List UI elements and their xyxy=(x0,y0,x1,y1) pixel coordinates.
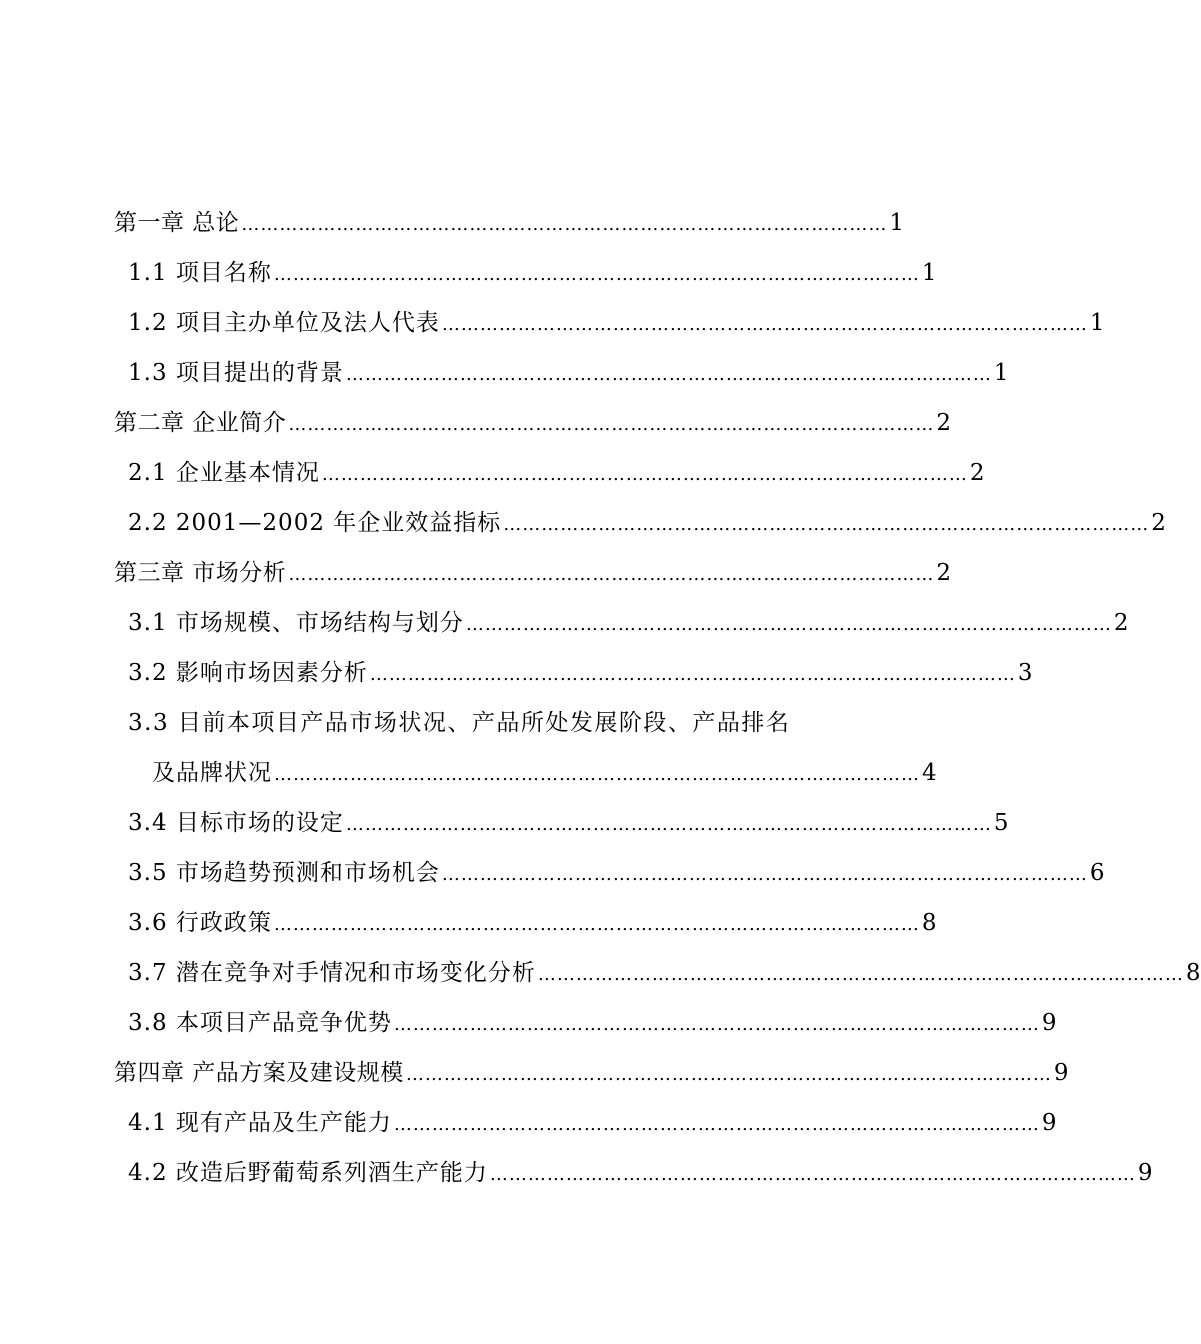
toc-leader-dots: ………………………………………………………………………………………… xyxy=(405,1064,1052,1085)
toc-entry-page: 9 xyxy=(1041,1010,1057,1036)
toc-entry-page: 9 xyxy=(1137,1160,1153,1186)
toc-entry-label: 3.8 本项目产品竞争优势 xyxy=(128,1010,392,1036)
toc-entry[interactable] xyxy=(128,358,1009,390)
toc-entry[interactable] xyxy=(128,458,985,490)
toc-entry-page: 5 xyxy=(993,810,1009,836)
toc-leader-dots: ………………………………………………………………………………………… xyxy=(345,364,992,385)
toc-entry[interactable] xyxy=(128,608,1129,640)
toc-entry-label: 4.1 现有产品及生产能力 xyxy=(128,1110,392,1136)
toc-entry-page: 8 xyxy=(1185,960,1201,986)
toc-entry-label: 第一章 总论 xyxy=(114,210,240,236)
toc-entry[interactable] xyxy=(128,908,937,940)
toc-entry[interactable] xyxy=(128,658,1033,690)
toc-entry[interactable] xyxy=(128,1008,1057,1040)
toc-entry-label: 第四章 产品方案及建设规模 xyxy=(114,1060,404,1086)
toc-leader-dots: ………………………………………………………………………………………… xyxy=(288,564,935,585)
toc-entry-page: 1 xyxy=(921,260,937,286)
toc-entry-label: 1.3 项目提出的背景 xyxy=(128,360,344,386)
toc-entry-label: 第二章 企业简介 xyxy=(114,410,287,436)
toc-leader-dots: ………………………………………………………………………………………… xyxy=(369,664,1016,685)
toc-entry[interactable] xyxy=(128,258,937,290)
toc-entry[interactable] xyxy=(114,558,951,590)
toc-entry-page: 2 xyxy=(936,410,951,436)
toc-entry[interactable] xyxy=(114,1058,1069,1090)
toc-entry-label: 3.4 目标市场的设定 xyxy=(128,810,344,836)
toc-entry[interactable] xyxy=(128,958,1201,990)
toc-leader-dots: ………………………………………………………………………………………… xyxy=(503,514,1150,535)
toc-leader-dots: ………………………………………………………………………………………… xyxy=(273,914,920,935)
toc-entry-label: 1.1 项目名称 xyxy=(128,260,272,286)
toc-entry-page: 2 xyxy=(1151,510,1166,536)
toc-entry[interactable] xyxy=(128,1108,1057,1140)
toc-entry-page: 3 xyxy=(1017,660,1033,686)
toc-entry-label: 3.1 市场规模、市场结构与划分 xyxy=(128,610,464,636)
toc-entry[interactable] xyxy=(128,708,808,738)
toc-entry-page: 2 xyxy=(936,560,951,586)
toc-entry-page: 2 xyxy=(969,460,985,486)
toc-entry[interactable] xyxy=(114,408,951,440)
toc-entry[interactable] xyxy=(128,1158,1153,1190)
toc-entry-label: 3.5 市场趋势预测和市场机会 xyxy=(128,860,440,886)
toc-entry[interactable] xyxy=(128,308,1105,340)
toc-entry-page: 8 xyxy=(921,910,937,936)
toc-entry-page: 1 xyxy=(993,360,1009,386)
toc-entry-page: 6 xyxy=(1089,860,1105,886)
toc-entry-continuation[interactable] xyxy=(152,758,937,790)
toc-entry-label: 2.2 2001—2002 年企业效益指标 xyxy=(128,510,502,536)
toc-entry-page: 1 xyxy=(1089,310,1105,336)
toc-leader-dots: ………………………………………………………………………………………… xyxy=(537,964,1184,985)
toc-leader-dots: ………………………………………………………………………………………… xyxy=(274,764,920,785)
toc-entry-page: 9 xyxy=(1041,1110,1057,1136)
toc-entry-page: 9 xyxy=(1053,1060,1069,1086)
toc-entry-label: 3.2 影响市场因素分析 xyxy=(128,660,368,686)
toc-entry-label: 3.7 潜在竞争对手情况和市场变化分析 xyxy=(128,960,536,986)
toc-leader-dots: ………………………………………………………………………………………… xyxy=(441,864,1088,885)
toc-leader-dots: ………………………………………………………………………………………… xyxy=(489,1164,1136,1185)
toc-entry[interactable] xyxy=(128,858,1105,890)
toc-entry-label: 1.2 项目主办单位及法人代表 xyxy=(128,310,440,336)
toc-entry-page: 2 xyxy=(1113,610,1129,636)
toc-entry-label: 3.6 行政政策 xyxy=(128,910,272,936)
toc-entry-page: 1 xyxy=(889,210,904,236)
toc-leader-dots: ………………………………………………………………………………………… xyxy=(345,814,992,835)
toc-leader-dots: ………………………………………………………………………………………… xyxy=(288,414,935,435)
toc-leader-dots: ………………………………………………………………………………………… xyxy=(241,214,888,235)
toc-entry-label: 4.2 改造后野葡萄系列酒生产能力 xyxy=(128,1160,488,1186)
toc-entry[interactable] xyxy=(128,508,1166,540)
toc-entry-label: 2.1 企业基本情况 xyxy=(128,460,320,486)
toc-entry-label: 第三章 市场分析 xyxy=(114,560,287,586)
toc-leader-dots: ………………………………………………………………………………………… xyxy=(321,464,968,485)
toc-leader-dots: ………………………………………………………………………………………… xyxy=(393,1014,1040,1035)
toc-leader-dots: ………………………………………………………………………………………… xyxy=(393,1114,1040,1135)
toc-entry-label: 及品牌状况 xyxy=(152,760,272,786)
toc-leader-dots: ………………………………………………………………………………………… xyxy=(465,614,1112,635)
toc-entry[interactable] xyxy=(128,808,1009,840)
toc-entry[interactable] xyxy=(114,208,904,240)
toc-entry-label: 3.3 目前本项目产品市场状况、产品所处发展阶段、产品排名 xyxy=(128,710,791,736)
toc-leader-dots: ………………………………………………………………………………………… xyxy=(273,264,920,285)
toc-entry-page: 4 xyxy=(922,760,937,786)
toc-leader-dots: ………………………………………………………………………………………… xyxy=(441,314,1088,335)
